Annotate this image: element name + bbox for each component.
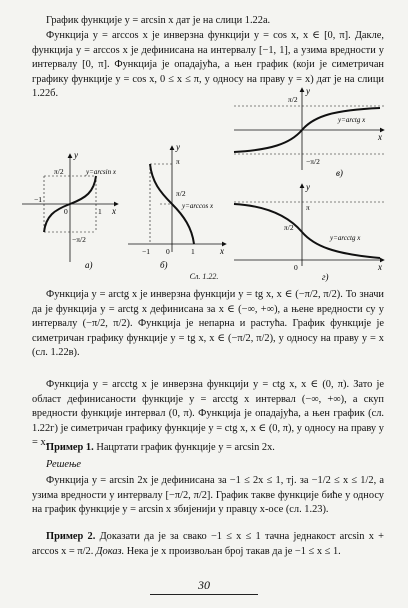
panel-a-bottom-label: −π/2 <box>72 235 86 244</box>
panel-b-mid-label: π/2 <box>176 189 186 198</box>
example-2-paragraph <box>32 530 384 559</box>
panel-b-x-neg-label: −1 <box>142 247 150 256</box>
panel-a-x-neg-label: −1 <box>34 195 42 204</box>
figure-1-22 <box>0 84 408 284</box>
panel-g-mid-label: π/2 <box>284 223 294 232</box>
panel-v-y-axis-label: y <box>306 86 310 96</box>
panel-a-curve-label: y=arcsin x <box>86 168 116 176</box>
proof-label: Доказ. <box>95 545 125 557</box>
panel-v-x-axis-label: x <box>378 132 382 142</box>
panel-b-x-pos-label: 1 <box>191 247 195 256</box>
panel-g-y-axis-label: y <box>306 182 310 192</box>
paragraph-solution: Функција y = arcsin 2x је дефинисана за −1 ≤ 2x ≤ 1, тј. за −1/2 ≤ x ≤ 1/2, а узима вредности у интервалу [−π/2, π/2]. График такве функције биће у односу на график функције y = arcsin x збијенији у правцу x-осе (сл. 1.23). <box>32 475 384 516</box>
panel-b-y-axis-label: y <box>176 142 180 152</box>
solution-heading: Решење <box>46 459 82 470</box>
panel-g-top-label: π <box>306 203 310 212</box>
panel-b-x-zero-label: 0 <box>166 247 170 256</box>
panel-g-curve-label: y=arcctg x <box>330 234 361 242</box>
paragraph-arcsin-graph: График функције y = arcsin x дат је на слици 1.22a. <box>46 15 271 26</box>
panel-v-curve-label: y=arctg x <box>338 116 366 124</box>
panel-v-letter: в) <box>336 168 343 178</box>
panel-v-top-label: π/2 <box>288 95 298 104</box>
panel-a-x-axis-label: x <box>112 206 116 216</box>
panel-b-top-label: π <box>176 157 180 166</box>
example-1-heading <box>32 441 384 456</box>
panel-b-arccos-graph <box>128 142 226 270</box>
example-2-text-a: Доказати да је за свако −1 ≤ x ≤ 1 тачна једнакост arcsin x + arccos x = π/2. <box>32 531 385 557</box>
panel-b-x-axis-label: x <box>220 246 224 256</box>
panel-a-letter: а) <box>85 260 93 270</box>
paragraph-arcctg: Функција y = arcctg x je инверзна функцији y = ctg x, x ∈ (0, π). Зато је област дефинисаности функције y = arcctg x интервал (−∞, +∞), а скуп вредности функције интервал (0, π). Функција је опадајућа, а њен график (сл. 1.22г) је симетричан графику функције y = ctg x, x ∈ (0, π), у односу на праву y = x. <box>32 379 384 449</box>
page-number-rule <box>150 594 258 595</box>
example-2-label: Пример 2. <box>46 531 96 542</box>
panel-a-arcsin-graph <box>22 150 118 270</box>
panel-g-x-zero-label: 0 <box>294 263 298 272</box>
example-1-label: Пример 1. <box>46 442 94 453</box>
panel-b-letter: б) <box>160 260 168 270</box>
example-2-text-b: Нека је x произвољан број такав да је −1 ≤ x ≤ 1. <box>124 545 341 557</box>
panel-v-arctg-graph <box>234 86 384 178</box>
paragraph-arctg: Функција y = arctg x је инверзна функцији y = tg x, x ∈ (−π/2, π/2). То значи да је функција y = arctg x дефинисана за x ∈ (−∞, +∞), а њене вредности су у интервалу (−π/2, π/2). Функција је непарна и растућа. График функције је симетричан графику функције y = tg x, x ∈ (−π/2, π/2), у односу на праву y = x (сл. 1.22в). <box>32 289 384 359</box>
panel-a-x-zero-label: 0 <box>64 207 68 216</box>
panel-v-bottom-label: −π/2 <box>306 157 320 166</box>
panel-g-arcctg-graph <box>234 182 384 282</box>
panel-a-top-label: π/2 <box>54 167 64 176</box>
panel-a-x-pos-label: 1 <box>98 207 102 216</box>
example-1-text: Нацртати график функције y = arcsin 2x. <box>93 442 275 453</box>
paragraph-arccos: Функција y = arccos x je инверзна функцији y = cos x, x ∈ [0, π]. Дакле, функција y = arccos x је дефинисана на интервалу [−1, 1], а узима вредности у интервалу [0, π]. Функција је опадајућа, а њен график (који је симетричан графику функције y = cos x, 0 ≤ x ≤ π, у односу на праву y = x) дат је на слици 1.22б. <box>32 30 384 100</box>
panel-a-y-axis-label: y <box>74 150 78 160</box>
panel-g-x-axis-label: x <box>378 262 382 272</box>
page-number: 30 <box>198 578 210 592</box>
panel-b-curve-label: y=arccos x <box>182 202 214 210</box>
figure-caption: Сл. 1.22. <box>189 272 219 281</box>
panel-g-letter: г) <box>322 272 329 282</box>
